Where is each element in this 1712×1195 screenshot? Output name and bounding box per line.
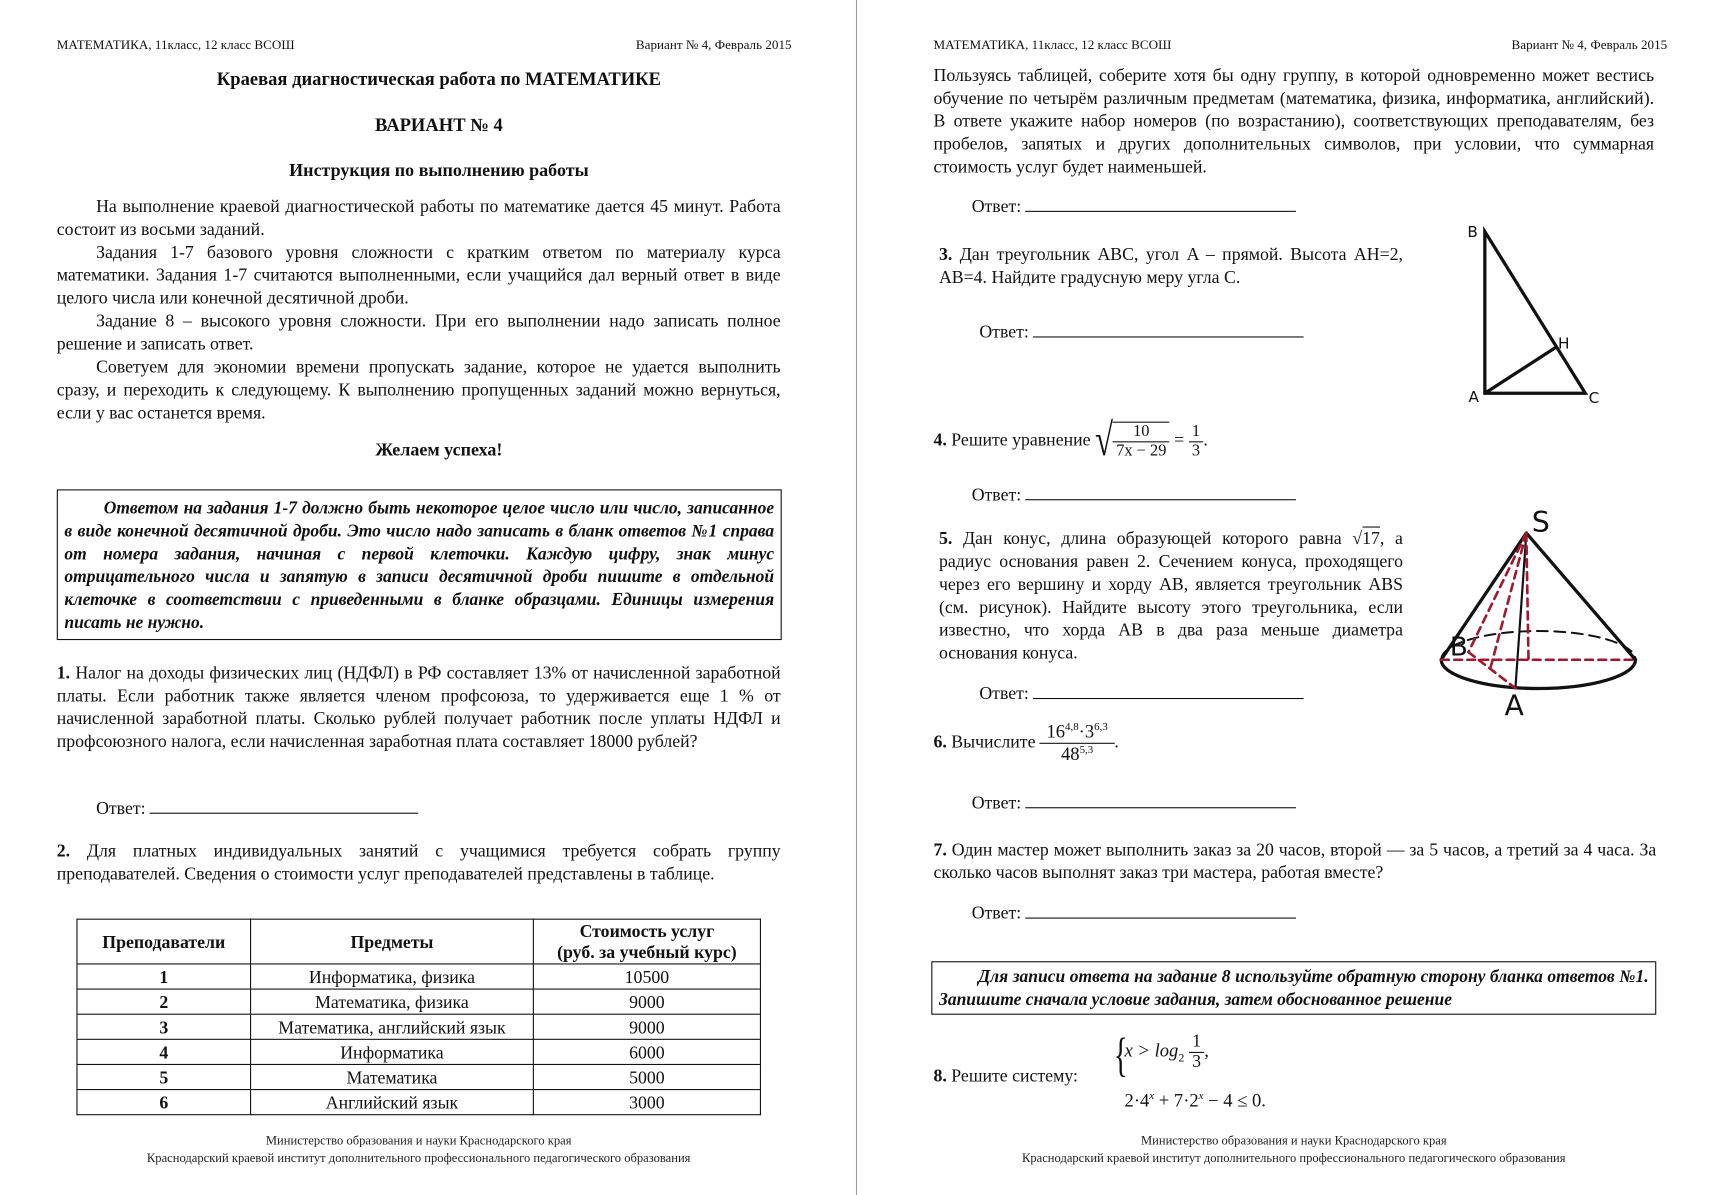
task-3 <box>939 242 1403 288</box>
generatrix-sa <box>1515 533 1526 688</box>
answer-field-1[interactable] <box>96 797 418 819</box>
system-brace: { <box>1113 1027 1128 1082</box>
vertex-label-b: B <box>1467 223 1478 242</box>
footer-line: Министерство образования и науки Краснодарского края <box>265 1134 572 1149</box>
answer-field-4[interactable] <box>972 484 1297 506</box>
table-row <box>77 1064 760 1089</box>
task-text: , а радиус основания равен 2. Сечением конуса, проходящего через его вершину и хорду AB, является треугольник ABS (см. рисунок). Найдите высоту этого треугольника, если известно, что хорда AB в два раза меньше диаметра основания конуса. <box>938 527 1403 664</box>
apex-label-s: S <box>1531 505 1550 539</box>
task-text: Решите уравнение <box>951 428 1091 450</box>
instruction-paragraph: Советуем для экономии времени пропускать задание, которое не удается выполнить сразу, и переходить к следующему. К выполнению пропущенных заданий можно вернуться, если у вас останется время. <box>56 356 781 423</box>
task-text: Решите систему: <box>951 1064 1078 1086</box>
task-text: Вычислите <box>951 731 1036 752</box>
answer-line[interactable] <box>1026 902 1297 918</box>
task-number: 1. <box>56 661 71 683</box>
cost: 5000 <box>533 1064 760 1089</box>
task-number: 8. <box>933 1064 947 1086</box>
teacher-id: 1 <box>77 964 251 989</box>
answer-field-3[interactable] <box>979 321 1304 343</box>
table-row <box>77 964 760 989</box>
task-text: Дан конус, длина образующей которого равна <box>962 527 1342 549</box>
subjects: Математика, английский язык <box>251 1014 534 1039</box>
column-header-subjects: Предметы <box>251 919 534 964</box>
cost: 10500 <box>533 964 760 989</box>
point-label-b: B <box>1449 632 1468 663</box>
answer-label: Ответ: <box>96 797 146 819</box>
task-text: Дан треугольник ABC, угол A – прямой. Высота AH=2, AB=4. Найдите градусную меру угла C. <box>938 243 1403 288</box>
task-text: Для платных индивидуальных занятий с учащимися требуется собрать группу преподавателей. Сведения о стоимости услуг преподавателей представлены в таблице. <box>56 839 781 884</box>
triangle-abc <box>1485 232 1585 394</box>
sqrt-value: 17 <box>1362 527 1380 549</box>
footer-line: Краснодарский краевой институт дополнительного профессионального педагогического образования <box>1022 1152 1566 1166</box>
task-1 <box>57 661 781 753</box>
task-text: Один мастер может выполнить заказ за 20 часов, второй — за 5 часов, а третий за 4 часа. За сколько часов выполнят заказ три мастера, работая вместе? <box>933 838 1657 883</box>
footer-line: Краснодарский краевой институт дополнительного профессионального педагогического образования <box>146 1152 691 1166</box>
point-label-a: A <box>1504 689 1524 721</box>
task-4: 4. Решите уравнение √ $\frac{10}{7x - 29}$ = $\frac{1}{3}$ . <box>933 415 1208 466</box>
vertex-label-c: C <box>1588 389 1600 408</box>
subjects: Английский язык <box>251 1090 534 1115</box>
table-row <box>77 1090 760 1115</box>
page-header-left: МАТЕМАТИКА, 11класс, 12 класс ВСОШ <box>933 37 1172 53</box>
cost: 6000 <box>533 1039 760 1064</box>
answer-label: Ответ: <box>971 195 1022 217</box>
cone-base-front <box>1441 660 1635 689</box>
cone-figure <box>1430 502 1648 720</box>
task-number: 2. <box>56 839 71 861</box>
system-line-2: $2\cdot 4^x + 7\cdot 2^x - 4 \le 0$. <box>1124 1090 1266 1111</box>
subjects: Информатика <box>251 1039 534 1064</box>
vertex-label-a: A <box>1468 387 1479 406</box>
instruction-paragraph: Задания 1-7 базового уровня сложности с кратким ответом по материалу курса математики. Задания 1-7 считаются выполненными, если учащийся дал верный ответ в виде целого числа или конечной десятичной дроби. <box>56 241 781 309</box>
page-header-right: Вариант № 4, Февраль 2015 <box>1511 37 1668 53</box>
teacher-id: 2 <box>77 989 251 1014</box>
variant-title: ВАРИАНТ № 4 <box>374 114 503 136</box>
answer-label: Ответ: <box>971 791 1022 813</box>
task-number: 6. <box>933 731 947 752</box>
answer-label: Ответ: <box>971 483 1022 505</box>
cone-height <box>1526 533 1528 660</box>
answer-label: Ответ: <box>979 682 1029 704</box>
table-row <box>77 1039 760 1064</box>
task-number: 5. <box>938 527 953 549</box>
task-8 <box>933 1065 1077 1087</box>
teacher-id: 6 <box>77 1090 251 1115</box>
table-row <box>77 1014 760 1039</box>
task-7 <box>933 838 1656 884</box>
altitude-ah <box>1485 347 1556 393</box>
page-footer-right <box>933 1133 1654 1168</box>
page-footer-left <box>57 1133 781 1168</box>
cost: 9000 <box>533 989 760 1014</box>
answer-field-6[interactable] <box>972 792 1297 814</box>
column-header-teachers: Преподаватели <box>77 919 251 964</box>
subjects: Математика, физика <box>251 989 534 1014</box>
system-line-1: $x > \log_2$ $\frac{1}{3}$ , <box>1124 1032 1209 1072</box>
answer-line[interactable] <box>1026 484 1297 500</box>
teachers-table <box>76 919 761 1116</box>
answer-label: Ответ: <box>971 902 1022 923</box>
page-header-right: Вариант № 4, Февраль 2015 <box>635 37 792 53</box>
document-title: Краевая диагностическая работа по МАТЕМАТИКЕ <box>216 68 661 90</box>
vertex-label-h: H <box>1557 334 1570 353</box>
answer-line[interactable] <box>150 797 419 813</box>
column-header-cost: Стоимость услуг (руб. за учебный курс) <box>533 919 760 964</box>
cost: 9000 <box>533 1014 760 1039</box>
footer-line: Министерство образования и науки Краснодарского края <box>1140 1134 1447 1149</box>
instructions <box>57 194 781 423</box>
answer-field-7[interactable] <box>972 902 1297 924</box>
subjects: Информатика, физика <box>251 964 534 989</box>
section-edge-sb <box>1468 533 1526 652</box>
page-header-left: МАТЕМАТИКА, 11класс, 12 класс ВСОШ <box>56 37 295 53</box>
teacher-id: 5 <box>77 1064 251 1089</box>
sqrt-sign: √ <box>1094 415 1113 466</box>
answer-label: Ответ: <box>979 321 1029 342</box>
task-5: 5. Дан конус, длина образующей которого равна √17, а радиус основания равен 2. Сечением конуса, проходящего через его вершину и хорду AB, является треугольник ABS (см. рисунок). Найдите высоту этого треугольника, если известно, что хорда AB в два раза меньше диаметра основания конуса. <box>938 527 1403 664</box>
subjects: Математика <box>251 1064 534 1089</box>
teacher-id: 4 <box>77 1039 251 1064</box>
answer-line[interactable] <box>1033 321 1304 337</box>
instructions-title: Инструкция по выполнению работы <box>289 159 589 181</box>
task-text: Налог на доходы физических лиц (НДФЛ) в РФ составляет 13% от начисленной заработной платы. Если работник также является членом профсоюза, то удерживается еще 1 % от начисленной заработной платы. Сколько рублей получает работник после уплаты НДФЛ и профсоюзного налога, если начисленная заработная плата составляет 18000 рублей? <box>56 661 781 752</box>
page-divider <box>856 0 857 1195</box>
answer-field-2[interactable] <box>972 196 1297 218</box>
cone-right-edge <box>1526 533 1635 660</box>
answer-line[interactable] <box>1026 792 1297 808</box>
expression-fraction: $\frac{16^{4,8}\cdot 3^{6,3}}{48^{5,3}}$ <box>1040 721 1114 766</box>
task-number: 7. <box>933 838 947 860</box>
equals-sign: = <box>1174 428 1185 450</box>
sqrt-fraction: $\frac{10}{7x - 29}$ <box>1113 422 1170 461</box>
task-number: 3. <box>938 243 953 265</box>
instruction-paragraph: Задание 8 – высокого уровня сложности. При его выполнении надо записать полное решение и записать ответ. <box>56 310 781 354</box>
right-fraction: $\frac{1}{3}$ <box>1189 422 1204 460</box>
cost: 3000 <box>533 1090 760 1115</box>
answer-line[interactable] <box>1033 683 1304 699</box>
answer-line[interactable] <box>1026 196 1297 212</box>
triangle-figure <box>1452 213 1616 415</box>
answer-field-5[interactable] <box>979 683 1304 705</box>
table-row <box>77 989 760 1014</box>
task-number: 4. <box>933 428 947 450</box>
wish-text: Желаем успеха! <box>375 439 503 460</box>
teacher-id: 3 <box>77 1014 251 1039</box>
answer-instructions-box: Ответом на задания 1-7 должно быть некоторое целое число или число, записанное в виде конечной десятичной дроби. Это число надо записать в бланк ответов №1 справа от номера задания, начиная с первой клеточки. Каждую цифру, знак минус отрицательного числа и запятую в записи десятичной дроби пишите в отдельной клеточке в соответствии с приведенными в бланке образцами. Единицы измерения писать не нужно. <box>57 489 782 640</box>
instruction-paragraph: На выполнение краевой диагностической работы по математике дается 45 минут. Работа состоит из восьми заданий. <box>56 195 781 240</box>
task-6: 6. Вычислите $\frac{16^{4,8}\cdot 3^{6,3}}{48^{5,3}}$ . <box>933 720 1119 765</box>
task-2 <box>57 839 781 885</box>
task-8-notice-box: Для записи ответа на задание 8 используйте обратную сторону бланка ответов №1. Запишите сначала условие задания, затем обоснованное решение <box>931 961 1656 1015</box>
table-header-row <box>77 919 760 964</box>
task-2-continued: Пользуясь таблицей, соберите хотя бы одну группу, в которой одновременно может вестись обучение по четырём различным предметам (математика, физика, информатика, английский). В ответе укажите набор номеров (по возрастанию), соответствующих преподавателям, без пробелов, запятых и других дополнительных символов, при условии, что суммарная стоимость услуг будет наименьшей. <box>933 64 1655 177</box>
